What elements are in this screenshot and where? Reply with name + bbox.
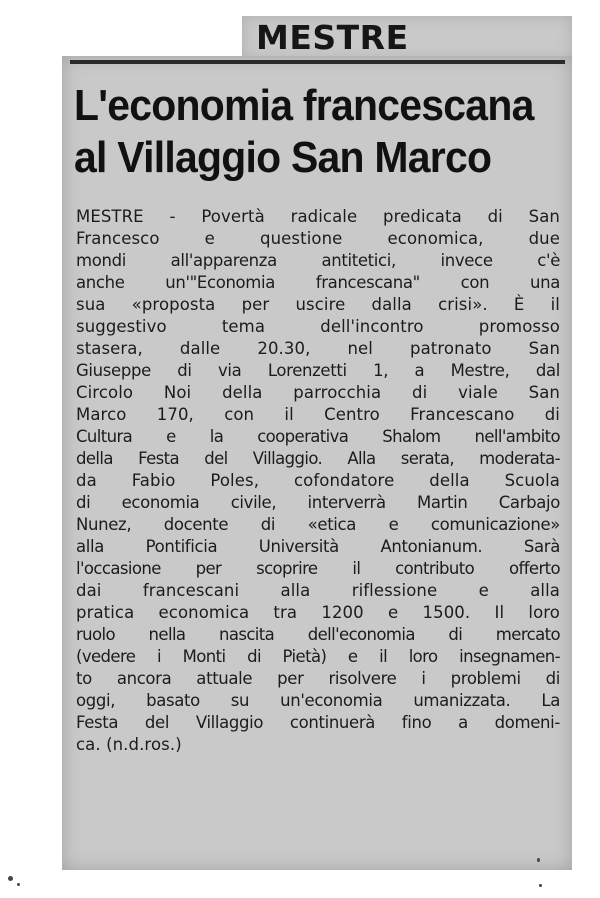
body-line: sua «proposta per uscire dalla crisi». È il [76,295,560,314]
body-line: ca. (n.d.ros.) [76,735,182,754]
body-line: pratica economica tra 1200 e 1500. Il loro [76,603,560,622]
scan-speck [539,884,542,887]
body-line: Francesco e questione economica, due [76,229,560,248]
body-line: di economia civile, interverrà Martin Carbajo [76,493,560,512]
body-line: to ancora attuale per risolvere i problemi di [76,669,560,688]
body-line: alla Pontificia Università Antonianum. Sarà [76,537,560,556]
body-line: Cultura e la cooperativa Shalom nell'ambito [76,427,560,446]
body-line: della Festa del Villaggio. Alla serata, moderata- [76,449,560,468]
body-line: dai francescani alla riflessione e alla [76,581,560,600]
body-line: oggi, basato su un'economia umanizzata. La [76,691,560,710]
body-line: l'occasione per scoprire il contributo offerto [76,559,560,578]
body-line: mondi all'apparenza antitetici, invece c'è [76,251,560,270]
body-line: stasera, dalle 20.30, nel patronato San [76,339,560,358]
body-line: Circolo Noi della parrocchia di viale San [76,383,560,402]
body-line: MESTRE - Povertà radicale predicata di San [76,207,560,226]
section-label: MESTRE [256,18,409,57]
body-line: Nunez, docente di «etica e comunicazione» [76,515,560,534]
scan-speck [17,883,20,886]
body-line: Giuseppe di via Lorenzetti 1, a Mestre, dal [76,361,560,380]
scan-speck [8,876,13,881]
body-line: da Fabio Poles, cofondatore della Scuola [76,471,560,490]
section-rule [70,60,565,64]
body-line: Marco 170, con il Centro Francescano di [76,405,560,424]
body-line: anche un'"Economia francescana" con una [76,273,560,292]
body-line: ruolo nella nascita dell'economia di mercato [76,625,560,644]
body-line: Festa del Villaggio continuerà fino a domeni- [76,713,560,732]
article-body [76,206,560,756]
body-line: suggestivo tema dell'incontro promosso [76,317,560,336]
body-line: (vedere i Monti di Pietà) e il loro insegnamen- [76,647,560,666]
article-headline [74,80,534,184]
headline-line-1: L'economia francescana [74,81,534,130]
headline-line-2: al Villaggio San Marco [74,133,492,182]
scan-speck [537,858,540,862]
